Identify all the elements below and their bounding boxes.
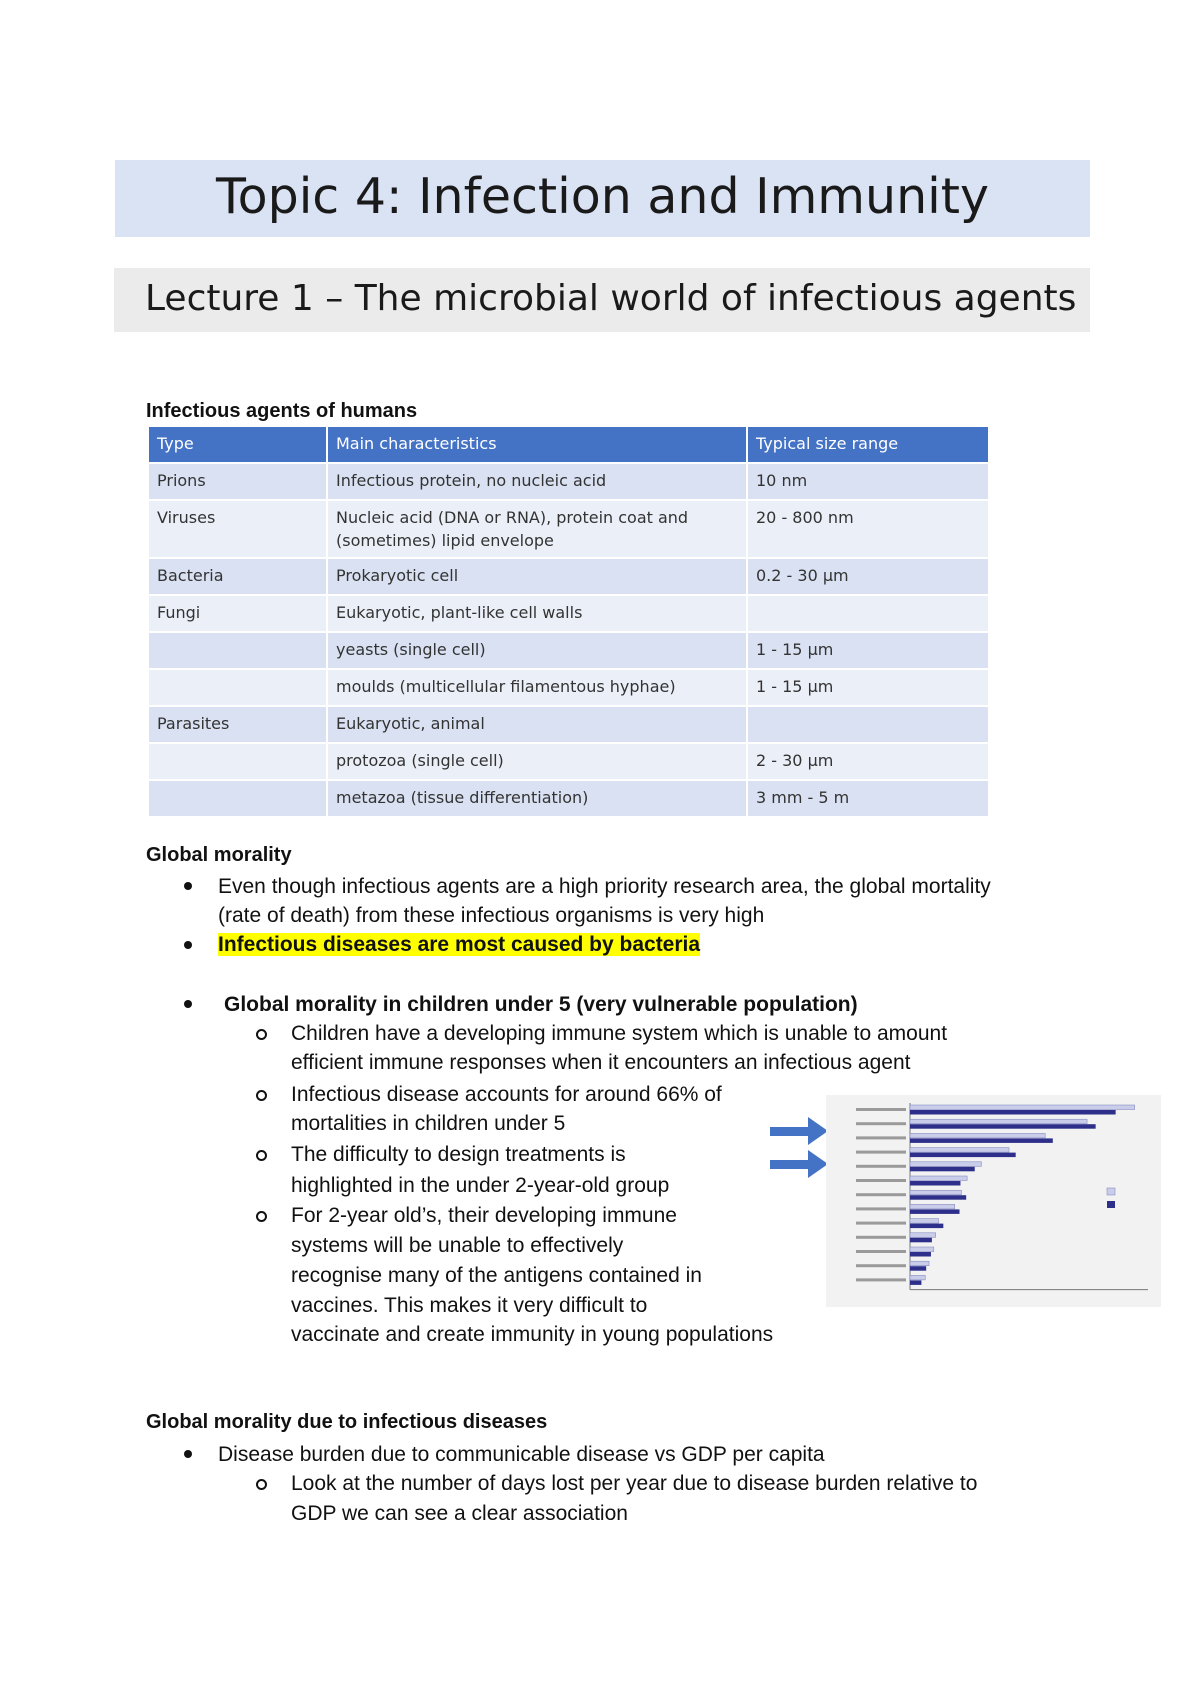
sub-bullet-text: vaccines. This makes it very difficult to (291, 1294, 648, 1317)
category-label-mark (856, 1236, 906, 1239)
table-cell: 0.2 - 30 µm (747, 558, 989, 595)
title-band (115, 160, 1090, 237)
bullet-dot (184, 1450, 192, 1458)
chart-bar (910, 1119, 1087, 1124)
category-label-mark (856, 1108, 906, 1111)
sub-bullet-text: highlighted in the under 2-year-old group (291, 1174, 670, 1197)
table-cell: Parasites (149, 706, 327, 743)
table-cell: 10 nm (747, 463, 989, 500)
table-header-cell: Typical size range (747, 427, 989, 463)
sub-bullet-text: systems will be unable to effectively (291, 1234, 624, 1257)
bullet-text: Global morality in children under 5 (very vulnerable population) (224, 993, 858, 1016)
table-header-cell: Main characteristics (327, 427, 747, 463)
chart-bar (910, 1105, 1135, 1110)
highlighted-bullet-text: Infectious diseases are most caused by bacteria (218, 933, 701, 956)
category-label-mark (856, 1136, 906, 1139)
table-row (149, 595, 989, 632)
table-cell: Prokaryotic cell (327, 558, 747, 595)
section-heading-infectious-diseases: Global morality due to infectious diseases (146, 1411, 548, 1433)
sub-bullet-text: mortalities in children under 5 (291, 1112, 566, 1135)
chart-bar (910, 1266, 926, 1271)
chart-bar (910, 1275, 925, 1280)
table-cell: yeasts (single cell) (327, 632, 747, 669)
mortality-bar-chart (826, 1095, 1161, 1307)
table-row (149, 558, 989, 595)
bullet-text: (rate of death) from these infectious organisms is very high (218, 904, 765, 927)
chart-bar (910, 1219, 939, 1224)
table-cell: 3 mm - 5 m (747, 780, 989, 817)
table-cell: Eukaryotic, plant-like cell walls (327, 595, 747, 632)
sub-bullet-text: The difficulty to design treatments is (291, 1143, 626, 1166)
table-row (149, 463, 989, 500)
table-row (149, 780, 989, 817)
chart-bar (910, 1181, 960, 1186)
table-cell (149, 743, 327, 780)
category-label-mark (856, 1193, 906, 1196)
category-label-mark (856, 1222, 906, 1225)
table-cell: 20 - 800 nm (747, 500, 989, 558)
category-label-mark (856, 1151, 906, 1154)
sub-bullet-text: For 2-year old’s, their developing immune (291, 1204, 677, 1227)
chart-bar (910, 1153, 1016, 1158)
chart-bar (910, 1247, 934, 1252)
table-cell (747, 595, 989, 632)
sub-bullet-ring (256, 1479, 267, 1490)
category-label-mark (856, 1264, 906, 1267)
table-cell: Eukaryotic, animal (327, 706, 747, 743)
sub-bullet-text: Look at the number of days lost per year due to disease burden relative to (291, 1472, 978, 1495)
legend-swatch (1107, 1201, 1115, 1208)
category-label-mark (856, 1278, 906, 1281)
table-row (149, 706, 989, 743)
sub-bullet-ring (256, 1150, 267, 1161)
chart-bar (910, 1148, 1009, 1153)
chart-bar (910, 1261, 929, 1266)
table-cell: moulds (multicellular filamentous hyphae) (327, 669, 747, 706)
sub-bullet-ring (256, 1090, 267, 1101)
category-label-mark (856, 1122, 906, 1125)
table-row (149, 500, 989, 558)
section-heading-global-morality: Global morality (146, 844, 292, 866)
mortality-chart (826, 1095, 1161, 1307)
bullet-text: Even though infectious agents are a high priority research area, the global mortality (218, 875, 991, 898)
agents-table (149, 427, 990, 818)
chart-bar (910, 1280, 921, 1285)
table-cell: Viruses (149, 500, 327, 558)
lecture-title: Lecture 1 – The microbial world of infectious agents (145, 278, 1077, 319)
sub-bullet-text: recognise many of the antigens contained in (291, 1264, 702, 1287)
sub-bullet-text: GDP we can see a clear association (291, 1502, 628, 1525)
table-cell: 1 - 15 µm (747, 632, 989, 669)
category-label-mark (856, 1179, 906, 1182)
table-header-row (149, 427, 989, 463)
chart-bar (910, 1110, 1116, 1115)
chart-bar (910, 1133, 1045, 1138)
chart-bar (910, 1238, 932, 1243)
arrow-right-icon (770, 1148, 830, 1188)
bullet-text: Disease burden due to communicable disease vs GDP per capita (218, 1443, 825, 1466)
table-cell (747, 706, 989, 743)
section-heading-agents: Infectious agents of humans (146, 400, 418, 422)
chart-bar (910, 1138, 1053, 1143)
category-label-mark (856, 1207, 906, 1210)
bullet-dot (184, 941, 192, 949)
table-row (149, 669, 989, 706)
table-cell: Infectious protein, no nucleic acid (327, 463, 747, 500)
bullet-dot (184, 882, 192, 890)
chart-bar (910, 1233, 936, 1238)
table-cell: 2 - 30 µm (747, 743, 989, 780)
table-cell (149, 632, 327, 669)
chart-bar (910, 1167, 975, 1172)
category-label-mark (856, 1250, 906, 1253)
bullet-dot (184, 1000, 192, 1008)
table-cell (149, 780, 327, 817)
table-cell (149, 669, 327, 706)
chart-bar (910, 1209, 960, 1214)
table-cell: protozoa (single cell) (327, 743, 747, 780)
table-cell: 1 - 15 µm (747, 669, 989, 706)
chart-bar (910, 1252, 931, 1257)
category-label-mark (856, 1165, 906, 1168)
chart-bar (910, 1204, 955, 1209)
sub-bullet-text: Infectious disease accounts for around 66% of (291, 1083, 722, 1106)
table-row (149, 632, 989, 669)
table-cell: Prions (149, 463, 327, 500)
sub-bullet-ring (256, 1211, 267, 1222)
sub-bullet-text: Children have a developing immune system which is unable to amount (291, 1022, 948, 1045)
table-cell: Nucleic acid (DNA or RNA), protein coat and (sometimes) lipid envelope (327, 500, 747, 558)
page-title: Topic 4: Infection and Immunity (216, 168, 989, 225)
chart-bar (910, 1176, 967, 1181)
chart-bar (910, 1190, 961, 1195)
chart-bar (910, 1195, 966, 1200)
table-row (149, 743, 989, 780)
legend-swatch (1107, 1188, 1115, 1195)
table-cell: Fungi (149, 595, 327, 632)
table-header-cell: Type (149, 427, 327, 463)
table-cell: metazoa (tissue differentiation) (327, 780, 747, 817)
chart-bar (910, 1124, 1096, 1129)
chart-bar (910, 1224, 943, 1229)
sub-bullet-text: vaccinate and create immunity in young populations (291, 1323, 774, 1346)
chart-bar (910, 1162, 981, 1167)
sub-bullet-text: efficient immune responses when it encounters an infectious agent (291, 1051, 911, 1074)
table-cell: Bacteria (149, 558, 327, 595)
sub-bullet-ring (256, 1029, 267, 1040)
